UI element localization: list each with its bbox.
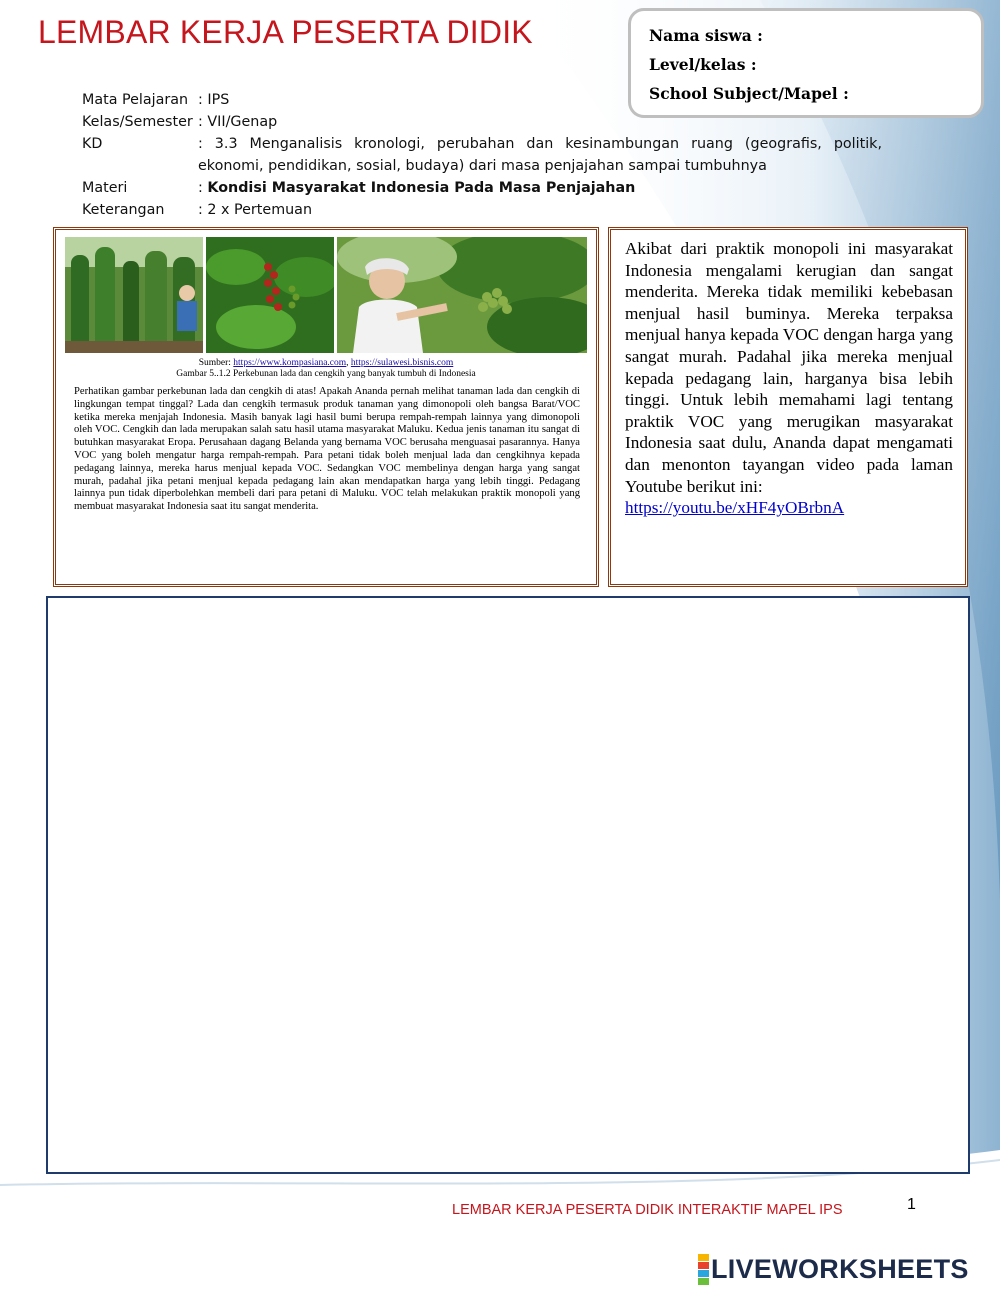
school-subject-label: School Subject/Mapel : <box>649 84 849 103</box>
meta-row-materi <box>82 177 882 199</box>
meta-value: : 2 x Pertemuan <box>198 202 313 218</box>
meta-value-prefix: : <box>198 180 208 196</box>
worksheet-title: LEMBAR KERJA PESERTA DIDIK <box>38 14 533 50</box>
meta-label: KD <box>82 136 103 152</box>
photo-caption: Gambar 5..1.2 Perkebunan lada dan cengkih yang banyak tumbuh di Indonesia <box>176 369 476 379</box>
meta-value: : VII/Genap <box>198 114 278 130</box>
meta-row-keterangan <box>82 199 882 221</box>
meta-label: Kelas/Semester <box>82 114 193 130</box>
source-link-sulawesi[interactable]: https://sulawesi.bisnis.com <box>350 358 454 368</box>
meta-row-class-semester <box>82 111 882 133</box>
meta-value: : IPS <box>198 92 230 108</box>
monopoly-paragraph <box>625 238 953 519</box>
brand-name: LIVEWORKSHEETS <box>711 1253 969 1284</box>
materi-topic: Kondisi Masyarakat Indonesia Pada Masa Penjajahan <box>207 180 636 196</box>
youtube-link[interactable]: https://youtu.be/xHF4yOBrbnA <box>625 498 845 518</box>
lesson-metadata <box>82 89 882 221</box>
photo-source <box>56 358 596 368</box>
meta-label: Mata Pelajaran <box>82 92 189 108</box>
source-separator: , <box>346 358 351 368</box>
footer-text: LEMBAR KERJA PESERTA DIDIK INTERAKTIF MAPEL IPS <box>452 1202 843 1218</box>
liveworksheets-logo-icon <box>698 1254 709 1285</box>
answer-area[interactable] <box>46 596 970 1174</box>
page-number: 1 <box>907 1196 916 1213</box>
pepper-plantation-photo-icon <box>65 237 203 353</box>
meta-label: Materi <box>82 180 128 196</box>
meta-label: Keterangan <box>82 202 165 218</box>
reading-panel-left <box>53 227 599 587</box>
monopoly-text: Akibat dari praktik monopoli ini masyarakat Indonesia mengalami kerugian dan sangat menderita. Mereka tidak memiliki kebebasan menjual hasil buminya. Mereka terpaksa menjual hanya kepada VOC dengan harga yang sangat murah. Padahal jika mereka menjual kepada pedagang lain, harganya bisa lebih tinggi. Untuk lebih memahami lagi tentang praktik VOC yang merugikan masyarakat Indonesia saat dulu, Ananda dapat mengamati dan menonton tayangan video pada laman Youtube berikut ini: <box>625 239 953 496</box>
liveworksheets-logo <box>698 1252 969 1286</box>
meta-row-kd <box>82 133 882 177</box>
source-link-kompasiana[interactable]: https://www.kompasiana.com <box>233 358 347 368</box>
meta-row-subject <box>82 89 882 111</box>
source-prefix: Sumber: <box>198 358 234 368</box>
level-class-label: Level/kelas : <box>649 55 757 74</box>
meta-value: : 3.3 Menganalisis kronologi, perubahan dan kesinambungan ruang (geografis, politik, ekonomi, pendidikan, sosial, budaya) dari masa penjajahan sampai tumbuhnya <box>198 136 882 174</box>
reading-paragraph: Perhatikan gambar perkebunan lada dan cengkih di atas! Apakah Ananda pernah melihat tanaman lada dan cengkih di lingkungan tempat tinggal? Lada dan cengkih termasuk produk tanaman yang dimonopoli oleh bangsa Barat/VOC ketika mereka menjajah Indonesia. Masih banyak lagi hasil bumi berupa rempah-rempah lainnya yang dimonopoli oleh VOC. Cengkih dan lada merupakan salah satu hasil utama masyarakat Maluku. Kedua jenis tanaman itu sangat di butuhkan masyarakat Eropa. Perusahaan dagang Belanda yang bernama VOC berusaha menguasai pasarannya. Hanya VOC yang boleh mengatur harga rempah-rempah. Para petani tidak boleh menjual lada dan cengkihnya kepada pedagang lainnya, mereka harus menjual kepada VOC. Sedangkan VOC membelinya dengan harga yang sangat murah, padahal jika petani menjual kepada pedagang lain akan mendapatkan harga yang lebih tinggi. Pedagang lainnya pun tidak diperbolehkan membeli dari para petani di Maluku. VOC telah melakukan praktik monopoli yang membuat masyarakat Indonesia saat itu sangat menderita. <box>74 386 580 513</box>
clove-tree-photo-icon <box>337 237 587 353</box>
meta-value <box>198 177 882 199</box>
reading-panel-right <box>608 227 968 587</box>
pepper-berries-photo-icon <box>206 237 334 353</box>
student-name-label: Nama siswa : <box>649 26 763 45</box>
photo-strip <box>65 237 589 353</box>
